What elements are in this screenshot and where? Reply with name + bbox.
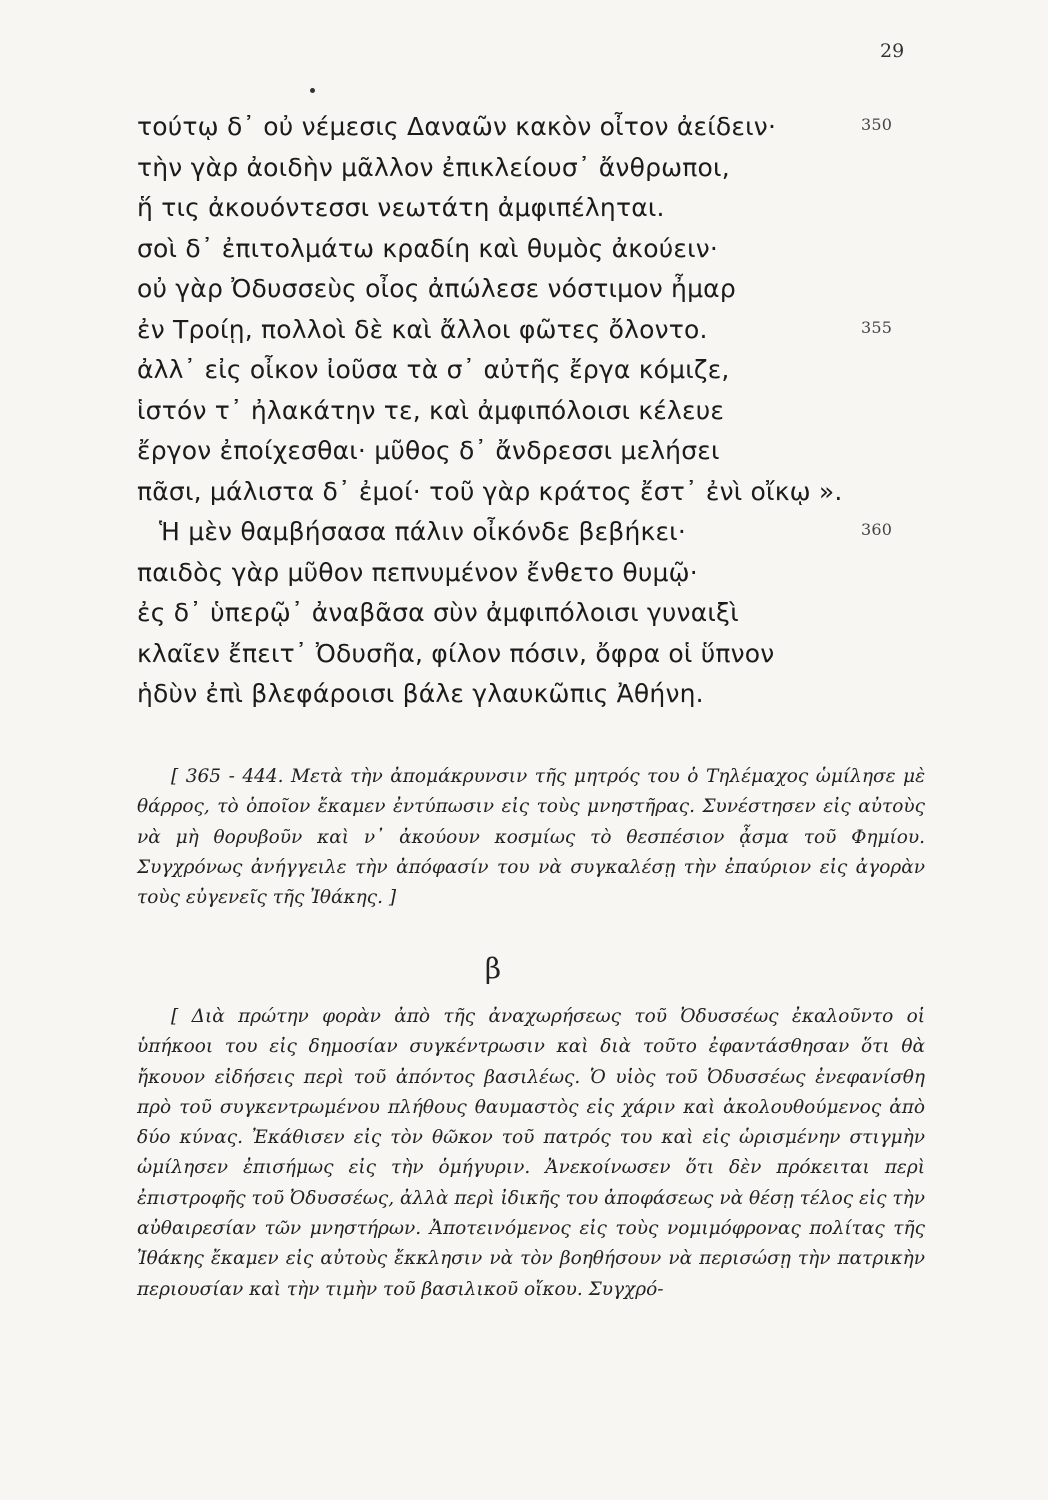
- verse-line: [137, 634, 937, 675]
- verse-text: ἐν Τροίῃ, πολλοὶ δὲ καὶ ἄλλοι φῶτες ὄλοντο.: [137, 314, 708, 344]
- section-letter: β: [484, 952, 502, 985]
- verse-line: [137, 107, 937, 148]
- verse-text: τούτῳ δ᾽ οὐ νέμεσις Δαναῶν κακὸν οἶτον ἀείδειν·: [137, 112, 777, 141]
- verse-text: κλαῖεν ἔπειτ᾽ Ὀδυσῆα, φίλον πόσιν, ὄφρα οἱ ὕπνον: [137, 638, 775, 668]
- page-number: 29: [880, 40, 905, 62]
- verse-line: [137, 553, 937, 594]
- verse-line: [137, 512, 937, 553]
- verse-line: [137, 310, 937, 351]
- summary-text-1: [ 365 - 444. Μετὰ τὴν ἀπομάκρυνσιν τῆς μητρός του ὁ Τηλέμαχος ὡμίλησε μὲ θάρρος, τὸ ὁποῖον ἔκαμεν ἐντύπωσιν εἰς τοὺς μνηστῆρας. Συνέστησεν εἰς αὐτοὺς νὰ μὴ θορυβοῦν καὶ ν᾽ ἀκούουν κοσμίως τὸ θεσπέσιον ᾆσμα τοῦ Φημίου. Συγχρόνως ἀνήγγειλε τὴν ἀπόφασίν του νὰ συγκαλέσῃ τὴν ἐπαύριον εἰς ἀγορὰν τοὺς εὐγενεῖς τῆς Ἰθάκης. ]: [137, 766, 925, 909]
- verse-text: Ἡ μὲν θαμβήσασα πάλιν οἶκόνδε βεβήκει·: [159, 517, 686, 546]
- summary-paragraph-1: [137, 762, 925, 913]
- line-number: 350: [861, 115, 893, 134]
- verse-text: ἔργον ἐποίχεσθαι· μῦθος δ᾽ ἄνδρεσσι μελήσει: [137, 436, 720, 465]
- verse-line: [137, 593, 937, 634]
- verse-line: [137, 148, 937, 189]
- verse-line: [137, 431, 937, 472]
- summary-paragraph-2: [137, 1002, 925, 1305]
- verse-line: [137, 188, 937, 229]
- verse-text: ἡδὺν ἐπὶ βλεφάροισι βάλε γλαυκῶπις Ἀθήνη.: [137, 679, 704, 708]
- verse-line: [137, 269, 937, 310]
- verse-text: ἱστόν τ᾽ ἠλακάτην τε, καὶ ἀμφιπόλοισι κέλευε: [137, 395, 725, 425]
- verse-line: [137, 350, 937, 391]
- summary-text-2: [ Διὰ πρώτην φορὰν ἀπὸ τῆς ἀναχωρήσεως τοῦ Ὀδυσσέως ἐκαλοῦντο οἱ ὑπήκοοι του εἰς δημοσίαν συγκέντρωσιν καὶ διὰ τοῦτο ἐφαντάσθησαν ὅτι θὰ ἤκουον εἰδήσεις περὶ τοῦ ἀπόντος βασιλέως. Ὁ υἱὸς τοῦ Ὀδυσσέως ἐνεφανίσθη πρὸ τοῦ συγκεντρωμένου πλήθους θαυμαστὸς εἰς χάριν καὶ ἀκολουθούμενος ἀπὸ δύο κύνας. Ἐκάθισεν εἰς τὸν θῶκον τοῦ πατρός του καὶ εἰς ὡρισμένην στιγμὴν ὡμίλησεν ἐπισήμως εἰς τὴν ὁμήγυριν. Ἀνεκοίνωσεν ὅτι δὲν πρόκειται περὶ ἐπιστροφῆς τοῦ Ὀδυσσέως, ἀλλὰ περὶ ἰδικῆς του ἀποφάσεως νὰ θέσῃ τέλος εἰς τὴν αὐθαιρεσίαν τῶν μνηστήρων. Ἀποτεινόμενος εἰς τοὺς νομιμόφρονας πολίτας τῆς Ἰθάκης ἔκαμεν εἰς αὐτοὺς ἔκκλησιν νὰ τὸν βοηθήσουν νὰ περισώσῃ τὴν πατρικὴν περιουσίαν καὶ τὴν τιμὴν τοῦ βασιλικοῦ οἴκου. Συγχρό-: [137, 1006, 925, 1300]
- line-number: 355: [861, 317, 893, 337]
- verse-text: πᾶσι, μάλιστα δ᾽ ἐμοί· τοῦ γὰρ κράτος ἔστ᾽ ἐνὶ οἴκῳ ».: [137, 476, 843, 506]
- verse-text: σοὶ δ᾽ ἐπιτολμάτω κραδίη καὶ θυμὸς ἀκούειν·: [137, 233, 719, 263]
- verse-line: [137, 472, 937, 513]
- verse-text: τὴν γὰρ ἀοιδὴν μᾶλλον ἐπικλείουσ᾽ ἄνθρωποι,: [137, 152, 730, 182]
- verse-line: [137, 229, 937, 270]
- verse-text: ἥ τις ἀκουόντεσσι νεωτάτη ἀμφιπέληται.: [137, 193, 665, 222]
- verse-text: ἀλλ᾽ εἰς οἶκον ἰοῦσα τὰ σ᾽ αὐτῆς ἔργα κόμιζε,: [137, 355, 730, 384]
- verse-text: οὐ γὰρ Ὀδυσσεὺς οἶος ἀπώλεσε νόστιμον ἦμαρ: [137, 274, 736, 303]
- verse-line: [137, 674, 937, 715]
- ink-dot: [310, 88, 315, 93]
- line-number: 360: [861, 520, 893, 539]
- verse-block: [137, 107, 937, 715]
- verse-line: [137, 391, 937, 432]
- verse-text: παιδὸς γὰρ μῦθον πεπνυμένον ἔνθετο θυμῷ·: [137, 557, 698, 587]
- verse-text: ἐς δ᾽ ὑπερῷ᾽ ἀναβᾶσα σὺν ἀμφιπόλοισι γυναιξὶ: [137, 598, 739, 627]
